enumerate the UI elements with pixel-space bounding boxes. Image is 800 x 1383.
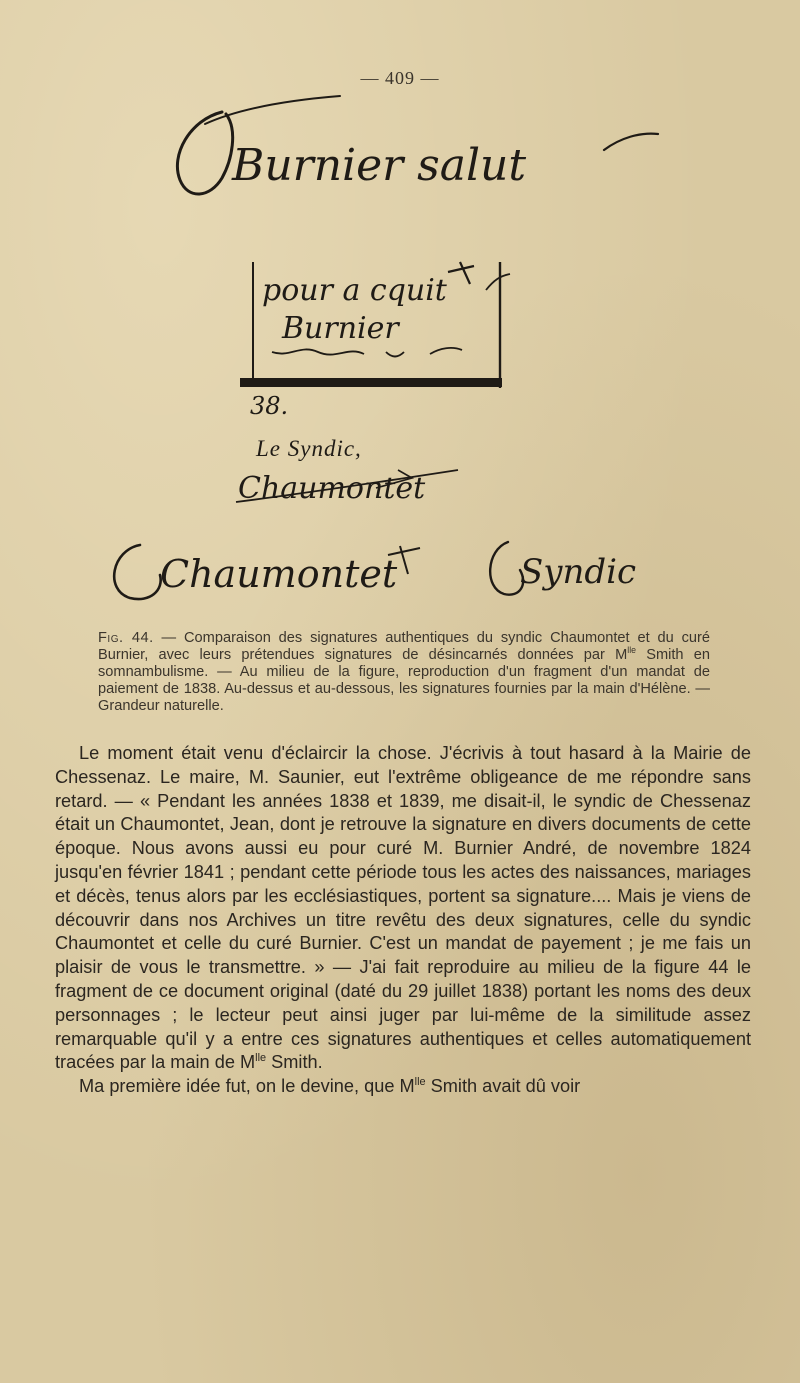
signature-chaumontet-bottom	[114, 545, 420, 599]
caption-text: — Comparaison des signatures authentiques du syndic Chaumontet et du curé Burnier, avec leurs prétendues signatures de désincarnés données par M	[98, 630, 710, 663]
paragraph-2	[55, 1075, 751, 1099]
signature-figure	[0, 0, 800, 620]
signature-burnier-top	[177, 96, 658, 194]
signature-syndic-authentic	[236, 436, 458, 506]
sig-bottom-chaumontet: Chaumontet	[160, 552, 398, 596]
paragraph-1-text: Le moment était venu d'éclaircir la chose. J'écrivis à tout hasard à la Mairie de Chessenaz. Le maire, M. Saunier, eut l'extrême obligeance de me répondre sans retard. — « Pendant les années 1838 et 1839, me disait-il, le syndic de Chessenaz était un Chaumontet, Jean, dont je retrouve la signature en divers documents de cette époque. Nous avons aussi eu pour curé M. Burnier André, de novembre 1824 jusqu'en février 1841 ; pendant cette période tous les actes des naissances, mariages et décès, tenus alors par les ecclésiastiques, portent sa signature.... Mais je viens de découvrir dans nos Archives un titre revêtu des deux signatures, celle du syndic Chaumontet et celle du curé Burnier. C'est un mandat de payement ; je me fais un plaisir de vous le transmettre. » — J'ai fait reproduire au milieu de la figure 44 le fragment de ce document original (daté du 29 juillet 1838) portant les noms des deux personnages ; le lecteur peut ainsi juger par lui-même de la similitude assez remarquable qu'il y a entre ces signatures authentiques et celles automatiquement tracées par la main de M	[55, 743, 751, 1073]
signature-syndic-bottom	[490, 542, 636, 595]
fragment-line-1: pour a cquit	[262, 273, 447, 308]
paragraph-2-sup: lle	[414, 1076, 426, 1089]
paragraph-1-sup: lle	[255, 1052, 267, 1065]
fragment-line-2: Burnier	[282, 311, 399, 346]
caption-sup: lle	[627, 645, 637, 656]
sig-bottom-syndic: Syndic	[520, 552, 637, 592]
figure-44	[0, 0, 800, 620]
paragraph-1-end: Smith.	[266, 1052, 323, 1073]
document-fragment	[240, 262, 510, 388]
sig-top-burnier: Burnier salut	[232, 140, 527, 191]
sig-middle-chaumontet: Chaumontet	[238, 471, 426, 506]
numeral-38: 38.	[250, 392, 289, 420]
paragraph-2-text: Ma première idée fut, on le devine, que M	[79, 1076, 415, 1097]
caption-rest: Smith en somnambulisme. — Au milieu de la figure, reproduction d'un fragment d'un mandat de paiement de 1838. Au-dessus et au-dessous, les signatures fournies par la main d'Hélène. — Grandeur naturelle.	[98, 647, 710, 714]
paragraph-1	[55, 742, 751, 1075]
page-number: — 409 —	[360, 68, 440, 88]
body-text	[55, 742, 751, 1099]
figure-label: Fig. 44.	[98, 630, 154, 646]
paragraph-2-end: Smith avait dû voir	[425, 1076, 581, 1097]
printed-label-syndic: Le Syndic,	[256, 436, 362, 461]
figure-caption	[98, 630, 710, 715]
